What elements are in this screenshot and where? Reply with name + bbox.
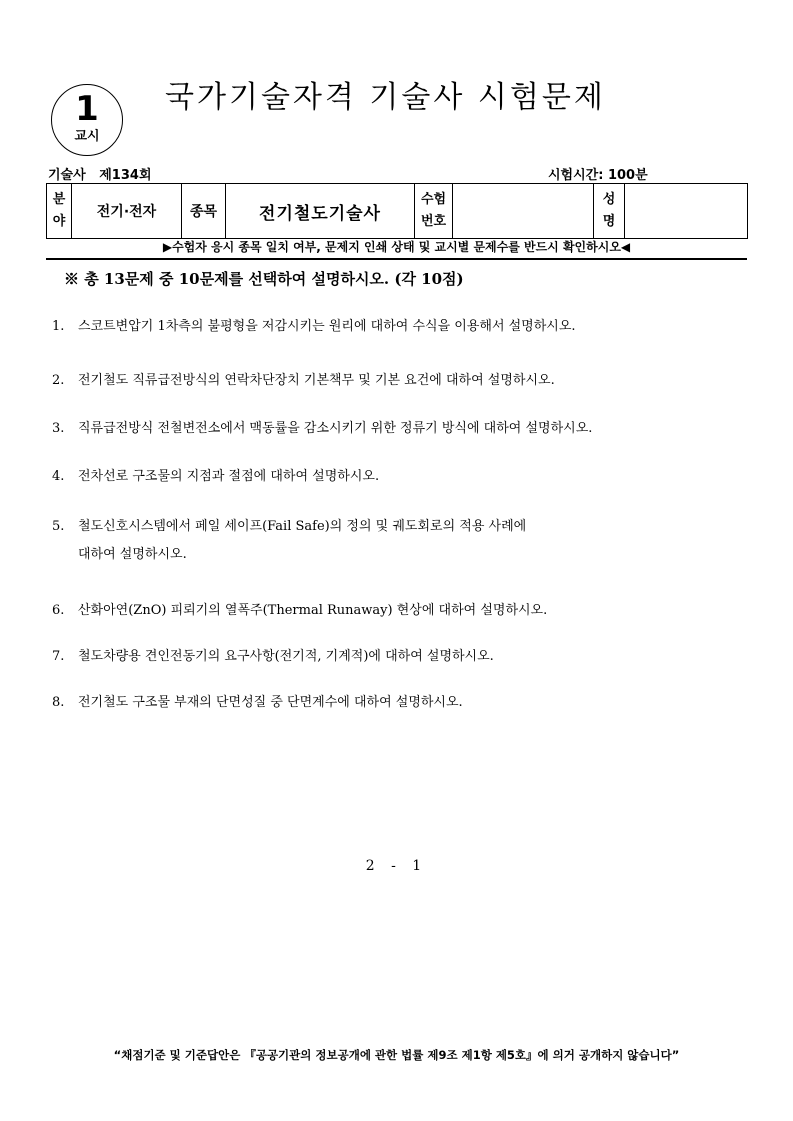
- question-number: 8.: [52, 695, 65, 710]
- question-text: 전기철도 직류급전방식의 연락차단장치 기본책무 및 기본 요건에 대하여 설명하시오.: [78, 373, 555, 388]
- question-text-continued: 대하여 설명하시오.: [78, 547, 187, 562]
- exam-round: 기술사 제134회: [48, 168, 152, 183]
- question-number: 5.: [52, 519, 65, 534]
- field-label-bottom: 야: [52, 214, 66, 229]
- field-label-cell: [47, 184, 72, 239]
- question-number: 1.: [52, 319, 65, 334]
- exam-no-field[interactable]: [453, 184, 594, 239]
- field-value: 전기·전자: [72, 184, 182, 239]
- question-list: [52, 313, 752, 719]
- question-item: [52, 689, 752, 719]
- question-number: 6.: [52, 603, 65, 618]
- exam-no-label-top: 수험: [420, 192, 447, 207]
- footer-notice: “채점기준 및 기준답안은 『공공기관의 정보공개에 관한 법률 제9조 제1항 제5호』에 의거 공개하지 않습니다”: [113, 1048, 680, 1062]
- question-item: [52, 367, 752, 415]
- session-number: 1: [75, 89, 99, 129]
- question-text: 전기철도 구조물 부재의 단면성질 중 단면계수에 대하여 설명하시오.: [78, 695, 463, 710]
- question-number: 2.: [52, 373, 65, 388]
- name-label-cell: [594, 184, 625, 239]
- question-item: [52, 415, 752, 463]
- exam-no-label-cell: [415, 184, 453, 239]
- question-text: 철도신호시스템에서 페일 세이프(Fail Safe)의 정의 및 궤도회로의 적용 사례에: [78, 519, 527, 534]
- notice-text: ▶수험자 응시 종목 일치 여부, 문제지 인쇄 상태 및 교시별 문제수를 반드시 확인하시오◀: [162, 240, 631, 254]
- question-item: [52, 313, 752, 367]
- question-text: 철도차량용 견인전동기의 요구사항(전기적, 기계적)에 대하여 설명하시오.: [78, 649, 494, 664]
- name-label-top: 성: [602, 192, 616, 207]
- question-item: [52, 643, 752, 689]
- page-indicator: 2 - 1: [365, 858, 428, 874]
- type-label: 종목: [182, 184, 226, 239]
- instruction-text: ※ 총 13문제 중 10문제를 선택하여 설명하시오. (각 10점): [64, 270, 464, 288]
- divider: [46, 258, 747, 260]
- question-text: 산화아연(ZnO) 피뢰기의 열폭주(Thermal Runaway) 현상에 대하여 설명하시오.: [78, 603, 548, 618]
- type-value: 전기철도기술사: [226, 184, 415, 239]
- session-badge: [51, 84, 123, 156]
- exam-no-label-bottom: 번호: [420, 214, 447, 229]
- name-field[interactable]: [625, 184, 748, 239]
- session-label: 교시: [74, 129, 100, 144]
- question-item: [52, 513, 752, 597]
- question-number: 7.: [52, 649, 65, 664]
- question-item: [52, 597, 752, 643]
- question-number: 4.: [52, 469, 65, 484]
- question-text: 스코트변압기 1차측의 불평형을 저감시키는 원리에 대하여 수식을 이용해서 설명하시오.: [78, 319, 576, 334]
- question-item: [52, 463, 752, 513]
- exam-time: 시험시간: 100분: [548, 168, 648, 183]
- question-text: 전차선로 구조물의 지점과 절점에 대하여 설명하시오.: [78, 469, 380, 484]
- page-title: 국가기술자격 기술사 시험문제: [165, 80, 606, 115]
- field-label-top: 분: [52, 192, 66, 207]
- exam-info-table: [46, 183, 748, 239]
- name-label-bottom: 명: [602, 214, 616, 229]
- question-text: 직류급전방식 전철변전소에서 맥동률을 감소시키기 위한 정류기 방식에 대하여 설명하시오.: [78, 421, 593, 436]
- question-number: 3.: [52, 421, 65, 436]
